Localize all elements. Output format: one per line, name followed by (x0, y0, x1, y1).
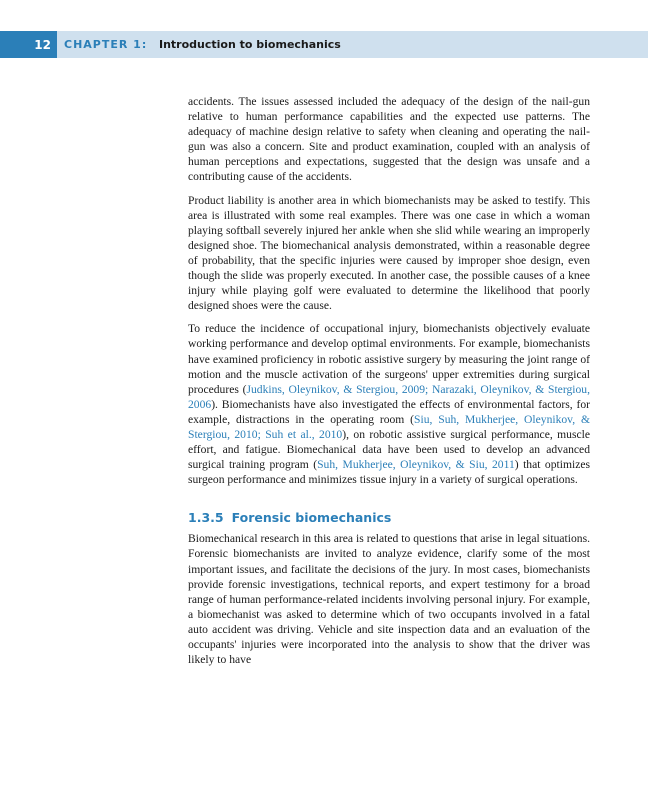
paragraph-product-liability: Product liability is another area in which biomechanists may be asked to testify. This area is illustrated with some real examples. There was one case in which a woman playing softball severely injured her ankle when she slid while wearing an improperly designed shoe. The biomechanical analysis demonstrated, within a reasonable degree of probability, that the specific injuries were caused by improper shoe design, even though the slide was properly executed. In another case, the possible causes of a knee injury while playing golf were evaluated to determine the likelihood that poorly designed shoes were the cause. (188, 193, 590, 313)
chapter-label: CHAPTER 1: (64, 38, 148, 51)
paragraph-nail-gun: accidents. The issues assessed included the adequacy of the design of the nail-gun relative to human performance capabilities and the expected use patterns. The adequacy of machine design relative to safety when cleaning and operating the nail-gun was also a concern. Site and product examination, coupled with an analysis of human perceptions and expectations, suggested that the design was unsafe and a contributing cause of the accidents. (188, 95, 590, 184)
section-number: 1.3.5 (188, 510, 224, 526)
citation-link[interactable]: Suh, Mukherjee, Oleynikov, & Siu, 2011 (317, 458, 515, 472)
paragraph-occupational-injury (188, 321, 590, 487)
citation-link[interactable]: Siu, Suh, Mukherjee, Oleynikov, & Stergiou, 2010; Suh et al., 2010 (188, 412, 590, 441)
section-heading (188, 510, 590, 525)
page-number-box (0, 31, 57, 58)
citation-link[interactable]: Judkins, Oleynikov, & Stergiou, 2009; Narazaki, Oleynikov, & Stergiou, 2006 (188, 382, 590, 411)
running-header (0, 31, 648, 58)
paragraph-text: To reduce the incidence of occupational injury, biomechanists objectively evaluate working performance and develop optimal environments. For example, biomechanists have examined proficiency in robotic assistive surgery by measuring the joint range of motion and the muscle activation of the surgeons' upper extremities during surgical procedures ( (188, 322, 590, 396)
chapter-title: Introduction to biomechanics (159, 38, 341, 51)
paragraph-text: ). Biomechanists have also investigated the effects of environmental factors, for example, distractions in the operating room ( (188, 397, 590, 426)
paragraph-text: ) that optimizes surgeon performance and minimizes tissue injury in a variety of surgical operations. (188, 458, 591, 487)
paragraph-text: ), on robotic assistive surgical performance, muscle effort, and fatigue. Biomechanical data have been used to develop an advanced surgical training program ( (188, 427, 590, 472)
body-text (188, 94, 590, 675)
section-title: Forensic biomechanics (231, 510, 392, 526)
page-number: 12 (34, 37, 51, 52)
paragraph-forensic: Biomechanical research in this area is related to questions that arise in legal situations. Forensic biomechanists are invited to analyze evidence, clarify some of the most important issues, and facilitate the decisions of the jury. In most cases, biomechanists provide forensic investigations, technical reports, and expert testimony for a broad range of human performance-related incidents involving personal injury. For example, a biomechanist was asked to determine which of two occupants involved in a fatal auto accident was driving. Vehicle and site inspection data and an evaluation of the occupants' injuries were incorporated into the analysis to show that the driver was likely to have (188, 532, 590, 667)
